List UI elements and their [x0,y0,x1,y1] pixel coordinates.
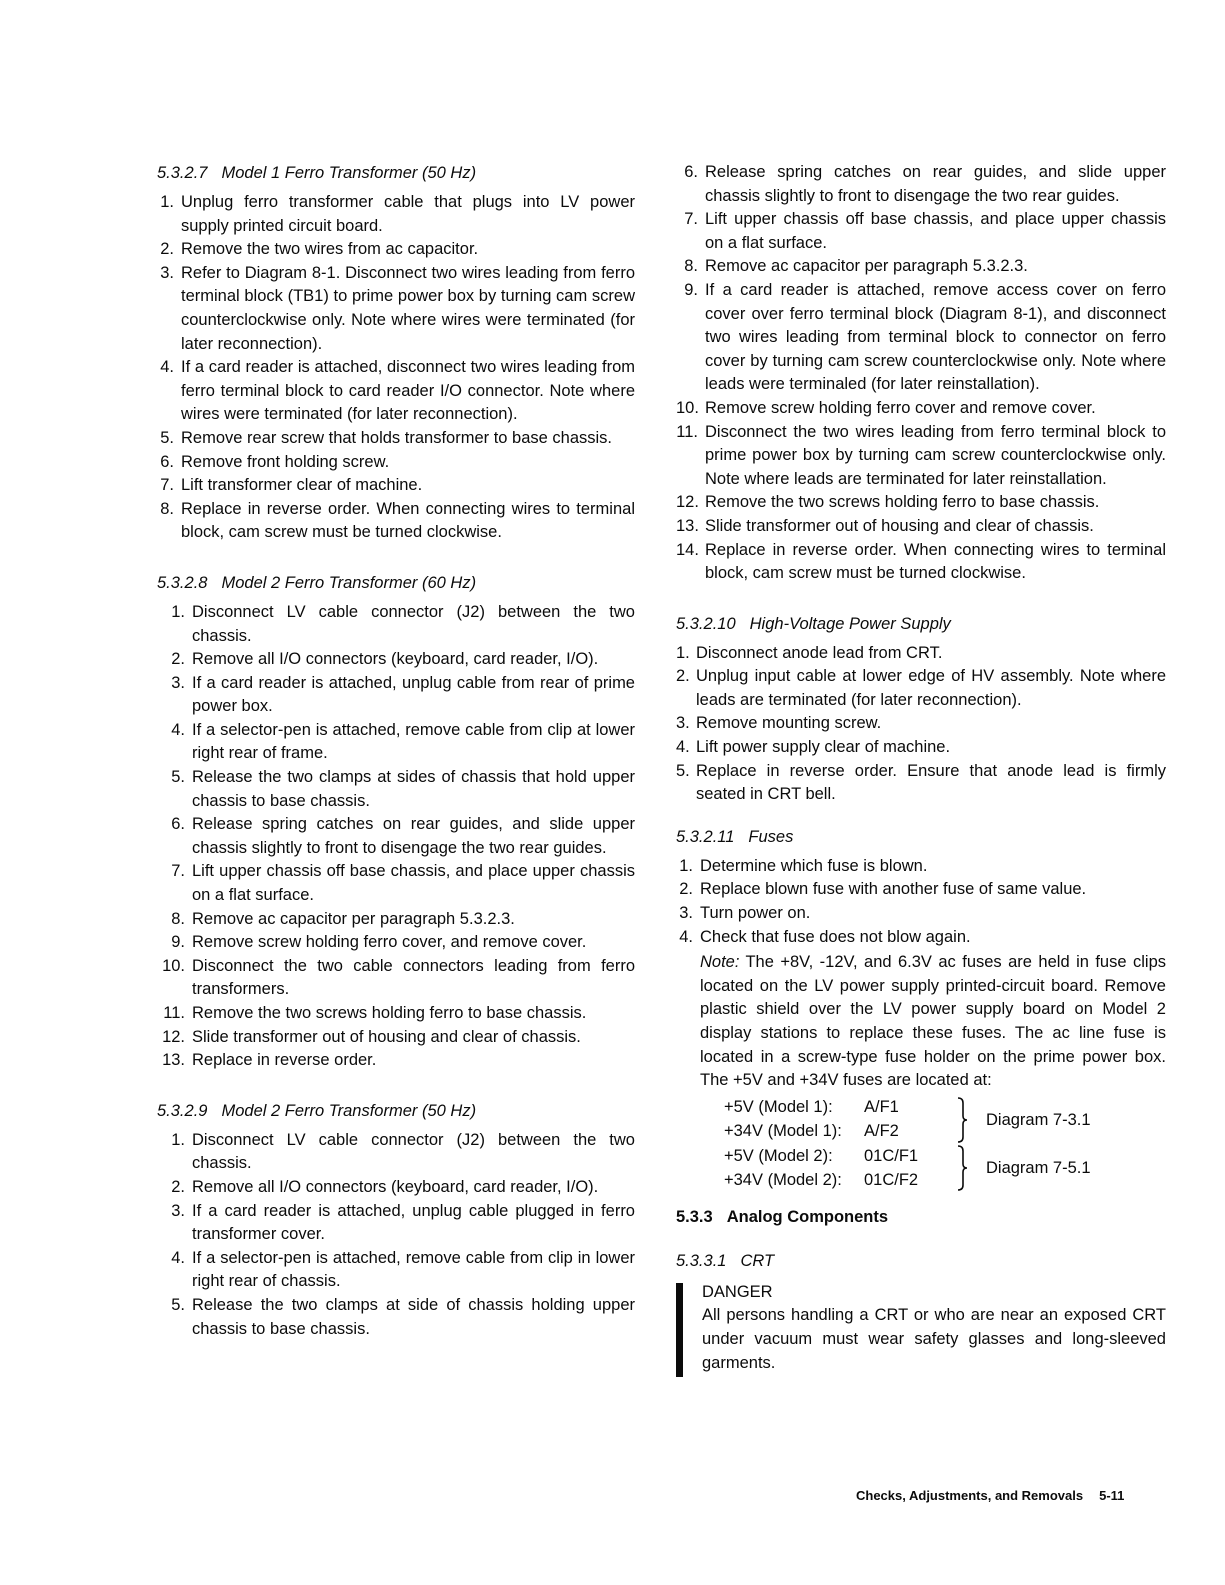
step-number: 1. [160,193,174,211]
list-item [676,712,1166,736]
fuse-voltage-model: +34V (Model 1): [724,1121,842,1140]
left-column [157,161,635,1341]
section-title: Model 1 Ferro Transformer (50 Hz) [221,164,477,182]
fuse-voltage-model: +5V (Model 2): [724,1146,833,1165]
list-item [676,515,1166,539]
step-number: 8. [684,257,698,276]
step-text: Remove all I/O connectors (keyboard, card reader, I/O). [192,650,599,669]
step-text: Release spring catches on rear guides, and slide upper chassis slightly to front to disengage the two rear guides. [192,815,635,857]
list-item [676,421,1166,492]
page-number: 5-11 [1099,1488,1125,1503]
step-text: Disconnect LV cable connector (J2) between the two chassis. [192,602,635,645]
note-label: Note: [700,953,740,972]
list-item [676,279,1166,397]
step-number: 12. [676,493,699,512]
list-item [157,1200,635,1247]
list-item [157,719,635,766]
section-heading-5-3-2-9 [157,1099,635,1123]
danger-bar [676,1283,683,1377]
step-number: 9. [171,933,185,952]
step-number: 2. [171,650,185,669]
step-text: Replace in reverse order. When connecting wires to terminal block, cam screw must be turned clockwise. [181,499,635,542]
section-heading-5-3-3 [676,1205,1166,1229]
list-item [157,601,635,648]
list-item [157,1247,635,1294]
steps-list-5-3-2-8 [157,601,635,1073]
list-item [157,1002,635,1026]
section-title: High-Voltage Power Supply [749,614,951,633]
list-item [676,855,1166,879]
danger-text: All persons handling a CRT or who are near an exposed CRT under vacuum must wear safety glasses and long-sleeved garments. [702,1306,1166,1372]
list-item [676,902,1166,926]
diagram-reference: Diagram 7-5.1 [986,1158,1091,1177]
section-heading-5-3-2-8 [157,571,635,595]
note-text: The +8V, -12V, and 6.3V ac fuses are held in fuse clips located on the LV power supply printed-circuit board. Remove plastic shield over the LV power supply board on Model 2 display stations to replace these fuses. The ac line fuse is located in a screw-type fuse holder on the prime power box. The +5V and +34V fuses are located at: [700,953,1166,1090]
step-text: Lift upper chassis off base chassis, and place upper chassis on a flat surface. [705,210,1166,252]
step-text: Release the two clamps at side of chassis holding upper chassis to base chassis. [192,1295,635,1338]
step-text: If a card reader is attached, unplug cable plugged in ferro transformer cover. [192,1201,635,1244]
step-number: 6. [684,163,698,181]
step-number: 8. [171,909,185,928]
step-number: 1. [171,1130,185,1149]
step-text: Disconnect the two wires leading from ferro terminal block to prime power box by turning cam screw counterclockwise only. Note where leads are terminated for later reinstallation. [705,422,1166,488]
step-text: Slide transformer out of housing and clear of chassis. [192,1027,581,1046]
step-number: 14. [676,540,699,559]
section-number: 5.3.2.9 [157,1101,208,1120]
section-number: 5.3.2.8 [157,573,208,592]
step-text: Slide transformer out of housing and clear of chassis. [705,516,1094,535]
step-number: 5. [171,768,185,787]
list-item [157,1294,635,1341]
fuse-voltage-model: +34V (Model 2): [724,1170,842,1189]
step-number: 2. [676,667,690,686]
steps-list-5-3-2-9 [157,1129,635,1341]
list-item [676,397,1166,421]
list-item [157,813,635,860]
list-item [157,474,635,498]
fuse-location: 01C/F2 [864,1170,919,1189]
list-item [157,1049,635,1073]
step-number: 1. [676,643,690,662]
list-item [157,427,635,451]
section-heading-5-3-3-1 [676,1249,1166,1273]
list-item [157,238,635,262]
step-text: Lift power supply clear of machine. [696,738,951,757]
step-number: 13. [162,1051,185,1070]
step-text: Disconnect the two cable connectors leading from ferro transformers. [192,956,635,999]
fuse-location: A/F1 [864,1097,899,1116]
step-text: If a selector-pen is attached, remove cable from clip in lower right rear of chassis. [192,1248,635,1291]
step-text: Replace in reverse order. [192,1051,377,1070]
list-item [157,1176,635,1200]
step-number: 12. [162,1027,185,1046]
danger-heading: DANGER [702,1282,773,1301]
step-number: 4. [171,720,185,739]
step-number: 2. [679,880,693,899]
section-number: 5.3.2.7 [157,164,208,182]
step-number: 10. [676,398,699,417]
section-number: 5.3.3.1 [676,1251,727,1270]
step-number: 7. [684,210,698,229]
list-item [157,1129,635,1176]
list-item [157,451,635,475]
step-number: 1. [171,602,185,621]
list-item [157,191,635,238]
step-text: Replace in reverse order. When connecting wires to terminal block, cam screw must be turned clockwise. [705,540,1166,583]
step-number: 8. [160,499,174,518]
step-number: 1. [679,856,693,875]
section-number: 5.3.2.11 [676,827,735,846]
list-item [676,208,1166,255]
steps-list-5-3-2-10 [676,642,1166,807]
list-item [676,665,1166,712]
step-number: 3. [676,714,690,733]
step-number: 6. [160,452,174,471]
steps-list-5-3-2-11 [676,855,1166,949]
step-text: Remove all I/O connectors (keyboard, card reader, I/O). [192,1177,599,1196]
list-item [157,262,635,356]
fuse-row [724,1095,899,1120]
page-footer [856,1488,1124,1503]
step-text: If a card reader is attached, unplug cable from rear of prime power box. [192,673,635,716]
step-number: 5. [676,761,690,780]
list-item [157,1026,635,1050]
section-title: Model 2 Ferro Transformer (50 Hz) [221,1101,477,1120]
list-item [676,255,1166,279]
section-heading-5-3-2-10 [676,612,1166,636]
step-number: 10. [162,956,185,975]
step-text: Remove mounting screw. [696,714,882,733]
list-item [157,955,635,1002]
list-item [157,908,635,932]
fuse-row [724,1168,918,1193]
list-item [157,672,635,719]
step-text: Lift transformer clear of machine. [181,476,423,495]
step-text: Remove the two screws holding ferro to base chassis. [192,1004,587,1022]
section-number: 5.3.3 [676,1207,713,1226]
step-number: 4. [676,738,690,757]
list-item [157,860,635,907]
step-number: 4. [160,358,174,377]
step-number: 2. [160,240,174,259]
step-text: Check that fuse does not blow again. [700,927,971,946]
list-item [676,760,1166,807]
step-number: 4. [171,1248,185,1267]
list-item [676,736,1166,760]
step-text: Refer to Diagram 8-1. Disconnect two wires leading from ferro terminal block (TB1) to prime power box by turning cam screw counterclockwise only. Note where wires were terminated (for later reconnection). [181,263,635,353]
brace-icon [956,1097,968,1143]
list-item [676,539,1166,586]
step-number: 9. [684,280,698,299]
fuse-location: A/F2 [864,1121,899,1140]
step-text: Replace blown fuse with another fuse of same value. [700,880,1087,899]
section-heading-5-3-2-11 [676,825,1166,849]
step-text: Remove ac capacitor per paragraph 5.3.2.3. [705,257,1028,276]
diagram-reference: Diagram 7-3.1 [986,1110,1091,1129]
footer-title: Checks, Adjustments, and Removals [856,1488,1084,1503]
step-text: Remove the two wires from ac capacitor. [181,240,479,259]
step-text: Remove front holding screw. [181,452,390,471]
step-text: Determine which fuse is blown. [700,856,928,875]
step-text: If a card reader is attached, disconnect two wires leading from ferro terminal block to card reader I/O connector. Note where wires were terminated (for later reconnection). [181,358,635,424]
fuse-voltage-model: +5V (Model 1): [724,1097,833,1116]
step-number: 2. [171,1177,185,1196]
step-text: Release the two clamps at sides of chassis that hold upper chassis to base chassis. [192,768,635,810]
list-item [676,161,1166,208]
step-number: 7. [160,476,174,495]
step-text: If a card reader is attached, remove access cover on ferro cover over ferro terminal block (Diagram 8-1), and disconnect two wires leading from terminal block to connector on ferro cover by turning cam screw counterclockwise only. Note where leads were terminaled (for later reinstallation). [705,280,1166,394]
section-title: CRT [740,1251,775,1270]
step-text: Remove screw holding ferro cover and remove cover. [705,398,1096,417]
section-heading-5-3-2-7 [157,161,635,185]
fuse-row [724,1144,918,1169]
step-text: Unplug ferro transformer cable that plugs into LV power supply printed circuit board. [181,193,635,235]
section-number: 5.3.2.10 [676,614,736,633]
list-item [157,356,635,427]
step-text: Disconnect anode lead from CRT. [696,643,943,662]
step-number: 3. [160,263,174,282]
brace-icon [956,1145,968,1191]
list-item [676,491,1166,515]
step-text: Remove rear screw that holds transformer to base chassis. [181,428,613,447]
step-text: Lift upper chassis off base chassis, and place upper chassis on a flat surface. [192,862,635,905]
danger-notice [676,1281,1166,1375]
section-title: Model 2 Ferro Transformer (60 Hz) [221,573,477,592]
steps-list-5-3-2-9-continued [676,161,1166,586]
list-item [676,926,1166,950]
section-title: Analog Components [726,1207,889,1226]
step-number: 7. [171,862,185,881]
step-number: 3. [679,904,693,923]
step-number: 11. [676,422,698,441]
list-item [157,931,635,955]
step-text: Remove the two screws holding ferro to base chassis. [705,493,1100,512]
steps-list-5-3-2-7 [157,191,635,545]
step-number: 4. [679,927,693,946]
fuse-row [724,1119,899,1144]
step-text: Turn power on. [700,904,811,923]
list-item [157,766,635,813]
section-title: Fuses [748,827,794,846]
list-item [157,648,635,672]
step-number: 3. [171,673,185,692]
list-item [157,498,635,545]
step-text: If a selector-pen is attached, remove cable from clip at lower right rear of frame. [192,720,635,763]
step-text: Remove screw holding ferro cover, and remove cover. [192,933,587,952]
right-column [676,161,1166,1375]
step-number: 5. [171,1295,185,1314]
list-item [676,878,1166,902]
fuse-location-table [724,1095,1144,1193]
list-item [676,642,1166,666]
step-number: 5. [160,428,174,447]
fuse-note [700,951,1166,1093]
step-number: 3. [171,1201,185,1220]
step-text: Release spring catches on rear guides, and slide upper chassis slightly to front to disengage the two rear guides. [705,163,1166,205]
step-text: Replace in reverse order. Ensure that anode lead is firmly seated in CRT bell. [696,761,1166,804]
step-number: 13. [676,516,699,535]
step-number: 6. [171,815,185,834]
step-text: Disconnect LV cable connector (J2) between the two chassis. [192,1130,635,1173]
step-number: 11. [163,1004,185,1022]
fuse-location: 01C/F1 [864,1146,919,1165]
step-text: Unplug input cable at lower edge of HV assembly. Note where leads are terminated (for later reconnection). [696,667,1166,709]
step-text: Remove ac capacitor per paragraph 5.3.2.3. [192,909,515,928]
